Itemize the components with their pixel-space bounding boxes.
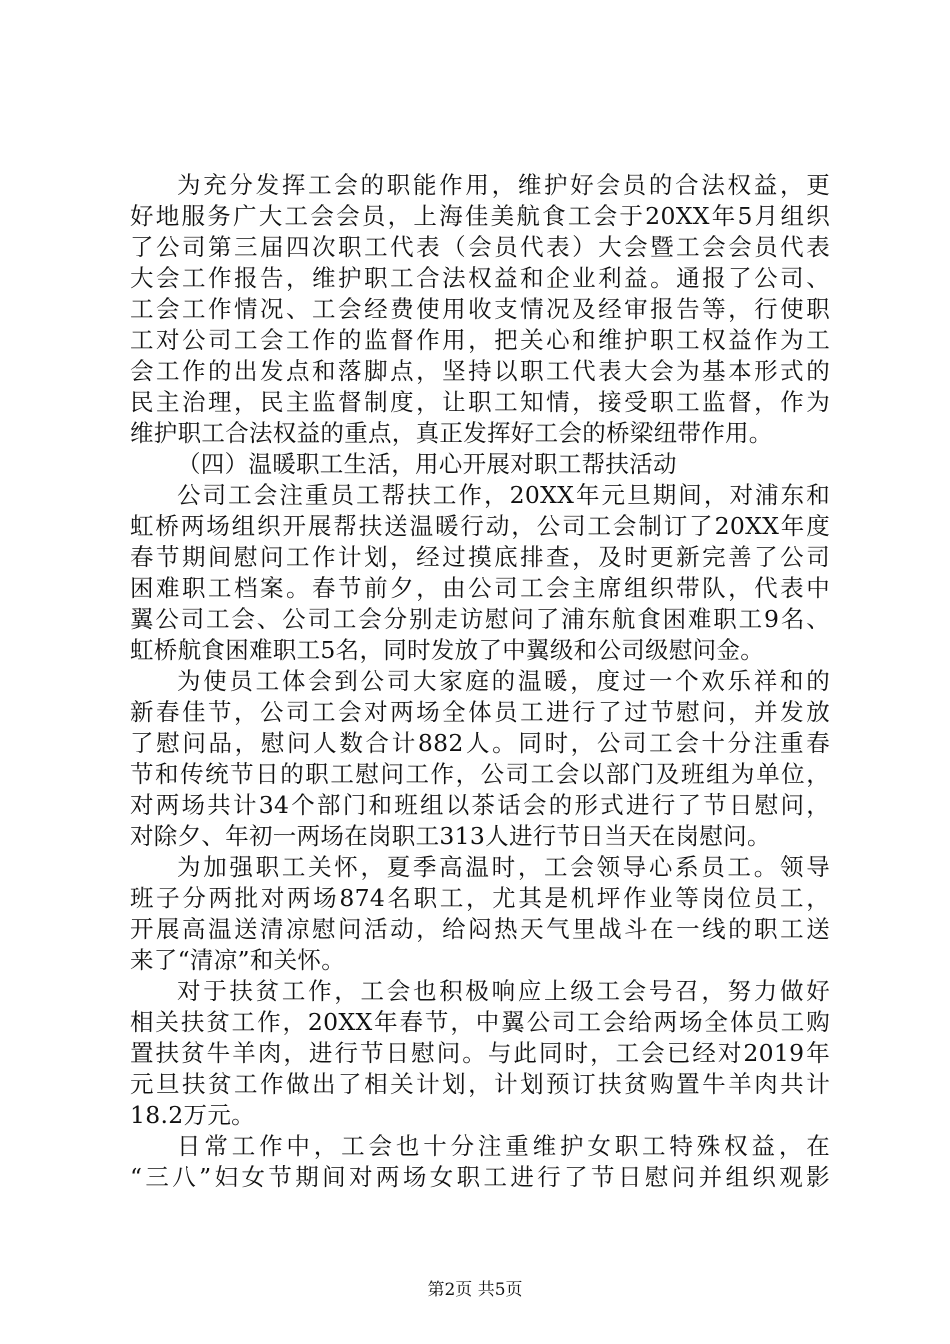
text-line: 了公司第三届四次职工代表（会员代表）大会暨工会会员代表 [130,233,830,261]
document-body [130,170,830,1193]
text-line: 工会工作情况、工会经费使用收支情况及经审报告等，行使职 [130,295,830,323]
text-line: 工对公司工会工作的监督作用，把关心和维护职工权益作为工 [130,326,830,354]
text-line: “三八”妇女节期间对两场女职工进行了节日慰问并组织观影 [130,1163,830,1191]
text-line: 虹桥航食困难职工5名，同时发放了中翼级和公司级慰问金。 [130,636,765,664]
text-line: 相关扶贫工作，20XX年春节，中翼公司工会给两场全体员工购 [130,1008,830,1036]
text-line: 18.2万元。 [130,1101,255,1129]
text-line: 对于扶贫工作，工会也积极响应上级工会号召，努力做好 [177,977,830,1005]
text-line: 虹桥两场组织开展帮扶送温暖行动，公司工会制订了20XX年度 [130,512,830,540]
text-line: 置扶贫牛羊肉，进行节日慰问。与此同时，工会已经对2019年 [130,1039,830,1067]
text-line: 新春佳节，公司工会对两场全体员工进行了过节慰问，并发放 [130,698,830,726]
text-line: 节和传统节日的职工慰问工作，公司工会以部门及班组为单位， [130,760,830,788]
text-line: 春节期间慰问工作计划，经过摸底排查，及时更新完善了公司 [130,543,830,571]
page-number-footer: 第2页 共5页 [427,1280,523,1300]
text-line: 好地服务广大工会会员，上海佳美航食工会于20XX年5月组织 [130,202,830,230]
text-line: 日常工作中，工会也十分注重维护女职工特殊权益，在 [177,1132,830,1160]
text-line: 民主治理，民主监督制度，让职工知情，接受职工监督，作为 [130,388,830,416]
section-heading: （四）温暖职工生活，用心开展对职工帮扶活动 [177,450,677,478]
text-line: 元旦扶贫工作做出了相关计划，计划预订扶贫购置牛羊肉共计 [130,1070,830,1098]
text-line: 大会工作报告，维护职工合法权益和企业利益。通报了公司、 [130,264,830,292]
text-line: 困难职工档案。春节前夕，由公司工会主席组织带队，代表中 [130,574,830,602]
text-line: 来了“清凉”和关怀。 [130,946,346,974]
text-line: 会工作的出发点和落脚点，坚持以职工代表大会为基本形式的 [130,357,830,385]
text-line: 开展高温送清凉慰问活动，给闷热天气里战斗在一线的职工送 [130,915,830,943]
text-line: 了慰问品，慰问人数合计882人。同时，公司工会十分注重春 [130,729,830,757]
text-line: 为使员工体会到公司大家庭的温暖，度过一个欢乐祥和的 [177,667,830,695]
text-line: 为充分发挥工会的职能作用，维护好会员的合法权益，更 [177,171,830,199]
text-line: 对除夕、年初一两场在岗职工313人进行节日当天在岗慰问。 [130,822,771,850]
text-line: 为加强职工关怀，夏季高温时，工会领导心系员工。领导 [177,853,830,881]
text-line: 班子分两批对两场874名职工，尤其是机坪作业等岗位员工， [130,884,830,912]
text-line: 翼公司工会、公司工会分别走访慰问了浦东航食困难职工9名、 [130,605,830,633]
text-line: 维护职工合法权益的重点，真正发挥好工会的桥梁纽带作用。 [130,419,773,447]
text-line: 对两场共计34个部门和班组以茶话会的形式进行了节日慰问， [130,791,830,819]
text-line: 公司工会注重员工帮扶工作，20XX年元旦期间，对浦东和 [177,481,830,509]
